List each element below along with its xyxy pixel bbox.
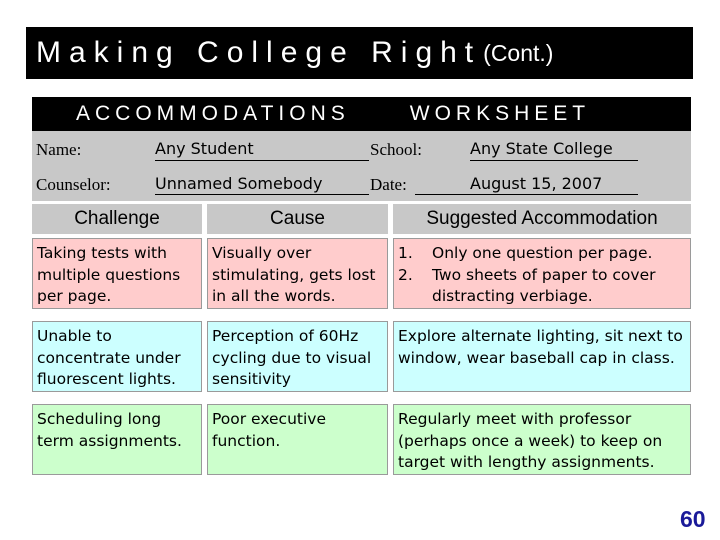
- accommodation-list-item: [398, 265, 686, 308]
- row2-challenge-cell: [32, 321, 202, 392]
- date-label: Date:: [370, 175, 407, 194]
- school-label: School:: [370, 140, 422, 159]
- row3-accommodation-cell: [393, 404, 691, 475]
- row2-cause-text: Perception of 60Hz cycling due to visual sensitivity: [212, 327, 372, 388]
- name-underline: [155, 160, 369, 161]
- list-number: 1.: [398, 244, 413, 262]
- worksheet-header-left: ACCOMMODATIONS: [76, 102, 350, 125]
- list-text: Only one question per page.: [432, 244, 653, 262]
- school-value: Any State College: [470, 139, 613, 158]
- slide-title: Making College Right: [36, 36, 482, 69]
- column-header-cause: Cause: [207, 204, 388, 234]
- row3-cause-text: Poor executive function.: [212, 410, 326, 450]
- row1-accommodation-cell: [393, 238, 691, 309]
- row2-accommodation-text: Explore alternate lighting, sit next to window, wear baseball cap in class.: [398, 327, 683, 367]
- slide-title-suffix: (Cont.): [483, 39, 554, 66]
- column-header-accommodation: Suggested Accommodation: [393, 204, 691, 234]
- row2-cause-cell: [207, 321, 388, 392]
- accommodation-list-item: [398, 243, 686, 265]
- row1-cause-text: Visually over stimulating, gets lost in all the words.: [212, 244, 376, 305]
- counselor-underline: [155, 194, 369, 195]
- info-row-name: [32, 136, 691, 166]
- worksheet-header: [32, 97, 691, 131]
- counselor-label: Counselor:: [36, 175, 111, 194]
- info-row-counselor: [32, 171, 691, 201]
- slide-title-bar: [26, 27, 693, 79]
- row1-cause-cell: [207, 238, 388, 309]
- row2-accommodation-cell: [393, 321, 691, 392]
- name-value: Any Student: [155, 139, 254, 158]
- date-underline: [415, 194, 638, 195]
- row1-challenge-cell: [32, 238, 202, 309]
- row1-challenge-text: Taking tests with multiple questions per page.: [37, 244, 181, 305]
- column-header-challenge: Challenge: [32, 204, 202, 234]
- row3-challenge-text: Scheduling long term assignments.: [37, 410, 182, 450]
- list-number: 2.: [398, 265, 413, 284]
- row3-challenge-cell: [32, 404, 202, 475]
- page-number: 60: [680, 506, 706, 532]
- school-underline: [470, 160, 638, 161]
- worksheet-header-right: WORKSHEET: [409, 102, 591, 125]
- list-text: Two sheets of paper to cover distracting verbiage.: [432, 265, 656, 305]
- counselor-value: Unnamed Somebody: [155, 174, 323, 193]
- worksheet-info-box: [32, 131, 691, 201]
- name-label: Name:: [36, 140, 82, 159]
- row2-challenge-text: Unable to concentrate under fluorescent lights.: [37, 327, 181, 388]
- row3-cause-cell: [207, 404, 388, 475]
- row3-accommodation-text: Regularly meet with professor (perhaps once a week) to keep on target with lengthy assignments.: [398, 410, 663, 471]
- date-value: August 15, 2007: [470, 174, 603, 193]
